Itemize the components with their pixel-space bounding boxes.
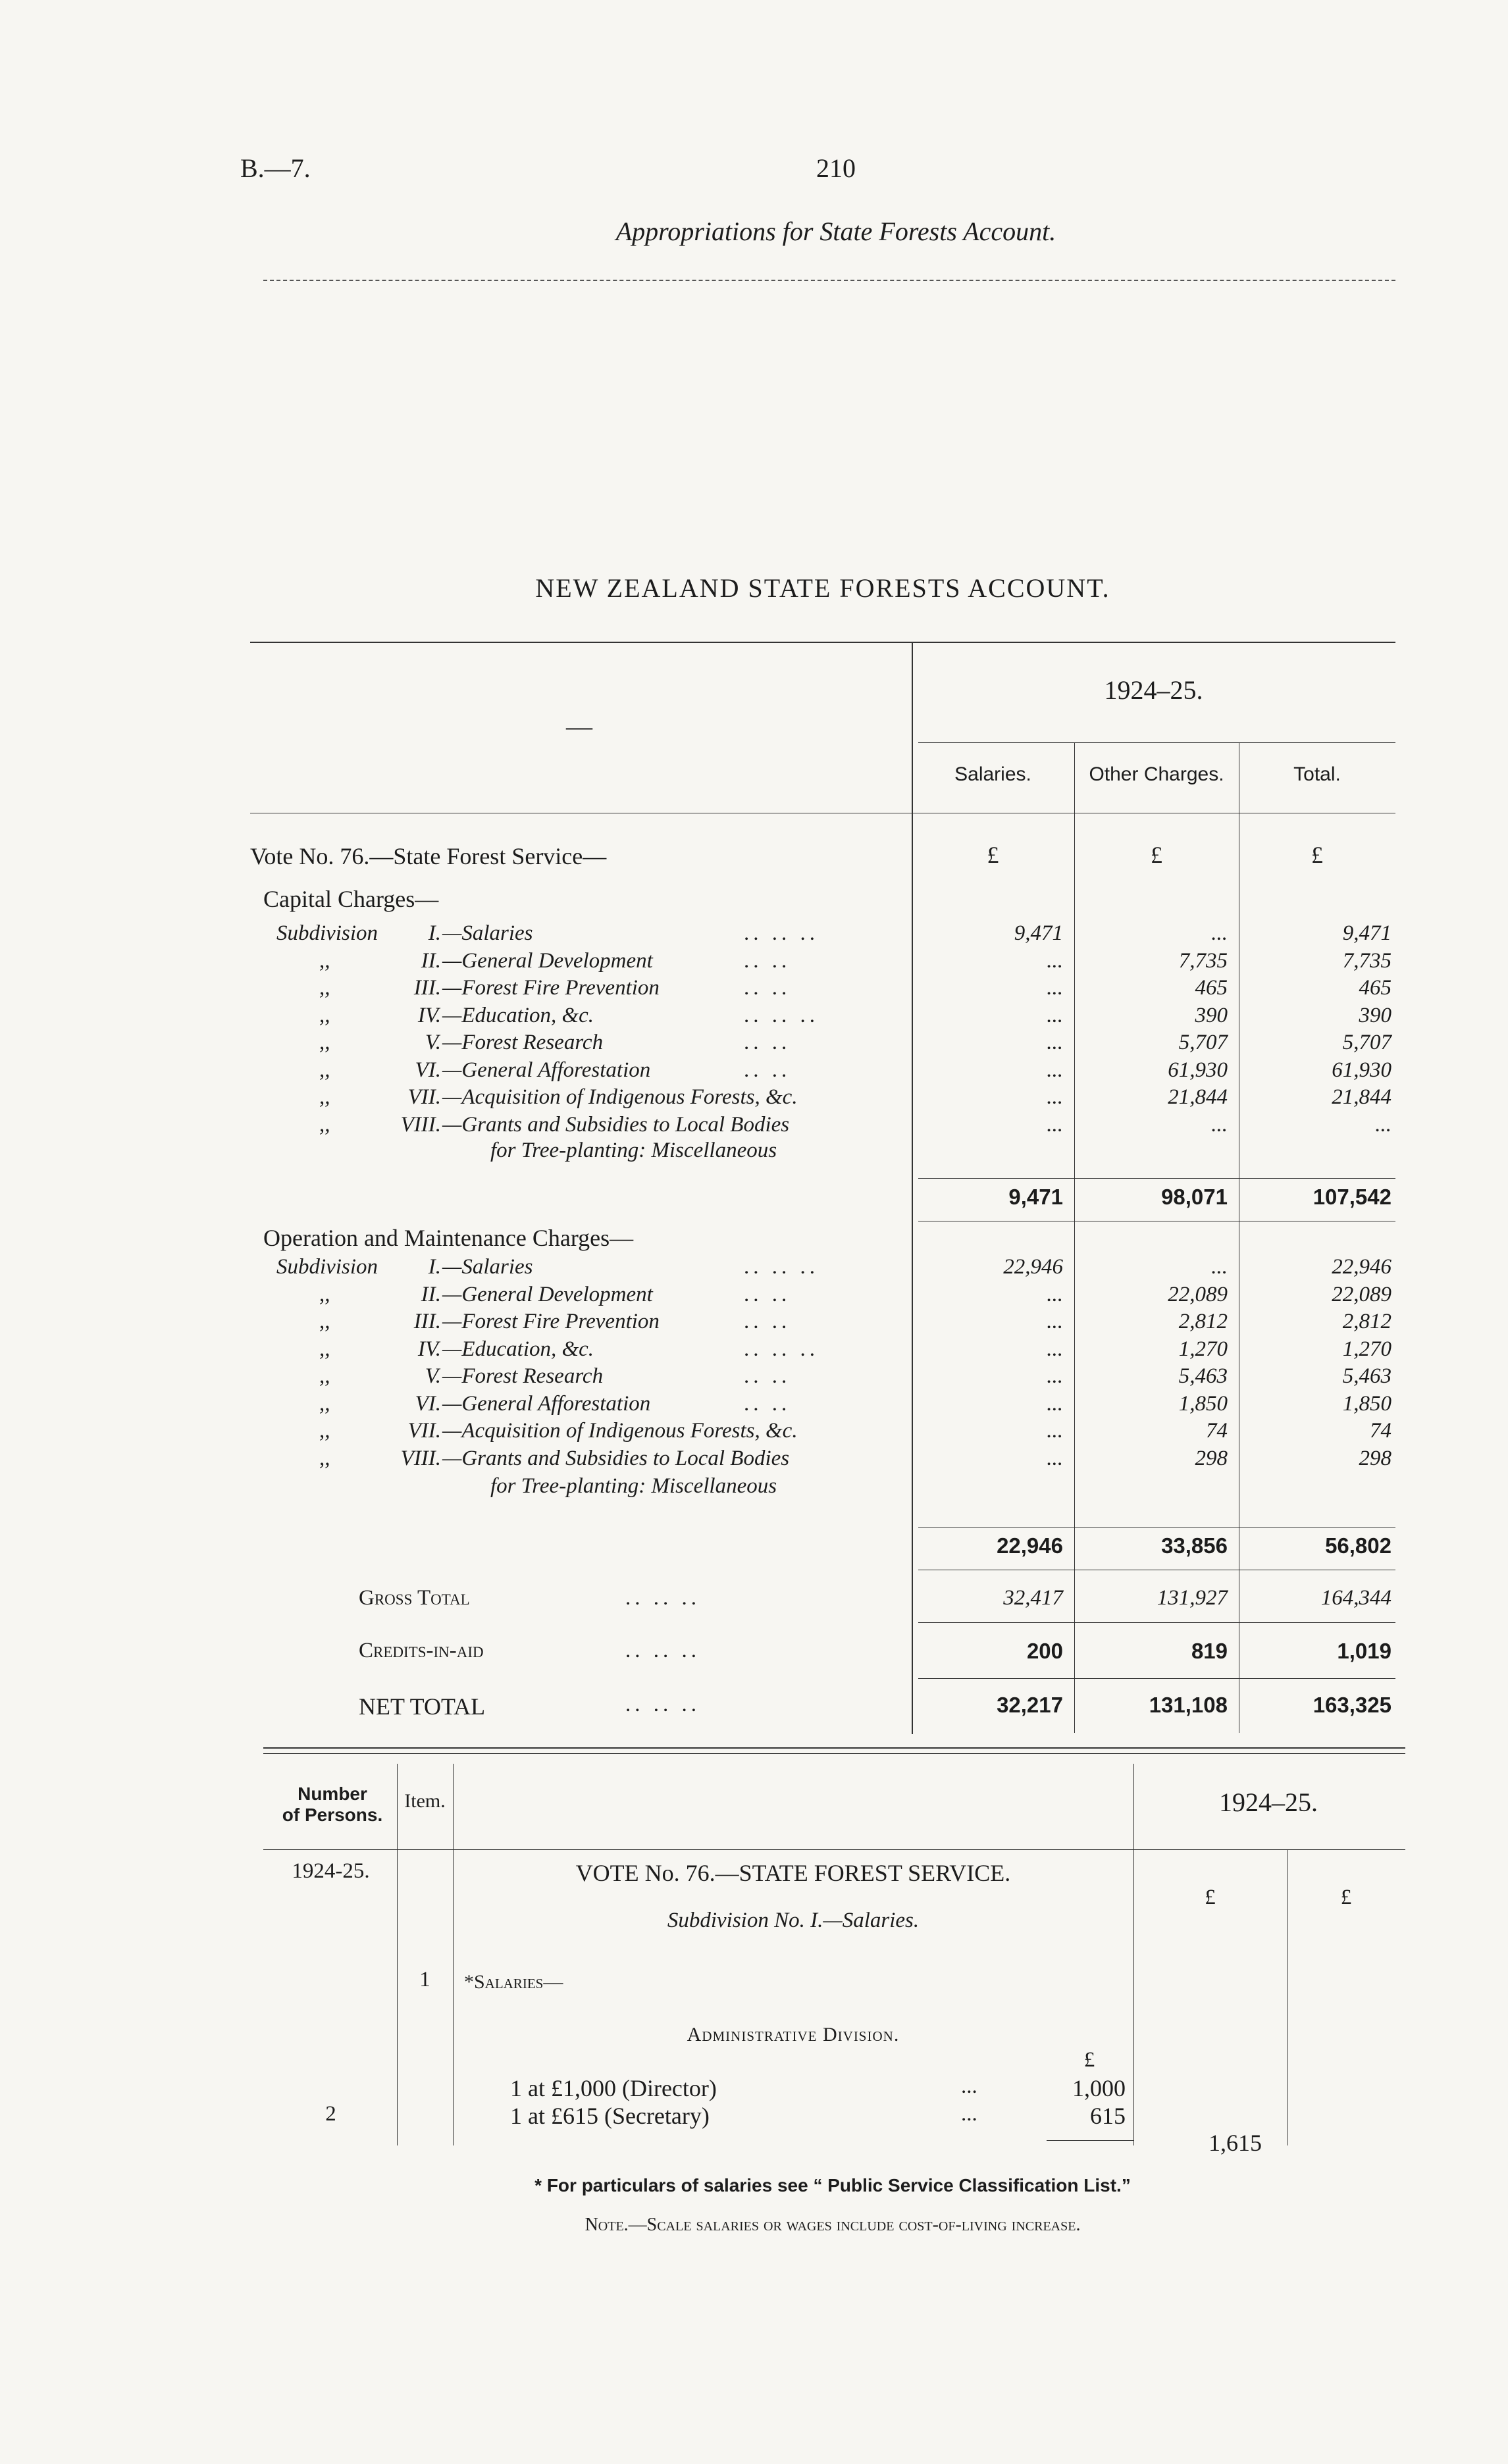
footnote-note: Note.—Scale salaries or wages include cost-of-living increase. [585,2215,1081,2235]
operation-row-number: II. [421,1282,441,1306]
detail-header-persons: Number of Persons. [282,1784,383,1826]
detail-header-rule [263,1849,1405,1850]
capital-subtotal-total: 107,542 [1313,1185,1391,1209]
operation-row-number: V. [425,1364,441,1388]
capital-row-total: 5,707 [1342,1031,1391,1054]
detail-line-1-text: 1 at £1,000 (Director) [510,2075,717,2101]
page-subtitle: Appropriations for State Forests Account. [615,217,1056,246]
detail-line-2-amount: 615 [1090,2103,1126,2129]
detail-line-2-text: 1 at £615 (Secretary) [510,2103,710,2129]
operation-row-other: 298 [1195,1446,1228,1470]
operation-row-number: VI. [415,1391,441,1416]
capital-row-salaries: ... [1047,1085,1063,1109]
operation-row-prefix: ,, [319,1337,330,1361]
detail-header-item: Item. [404,1790,446,1812]
detail-persons-count: 2 [325,2102,336,2126]
column-rule-1 [1074,742,1075,1733]
capital-row-total: 465 [1359,976,1391,1000]
operation-row-salaries: ... [1047,1282,1063,1306]
operation-row-total: 5,463 [1342,1364,1391,1388]
operation-subtotal-total: 56,802 [1325,1533,1391,1558]
operation-row-label: —General Afforestation [442,1391,651,1416]
capital-row-salaries: ... [1047,1058,1063,1082]
operation-row-number: VII. [407,1419,441,1443]
capital-row-salaries: ... [1047,1112,1063,1137]
capital-continuation: for Tree-planting: Miscellaneous [490,1139,777,1162]
capital-row-number: VII. [407,1085,441,1109]
section-double-rule-bottom [263,1753,1405,1754]
capital-heading: Capital Charges— [263,886,439,912]
operation-row-prefix: ,, [319,1391,330,1416]
vote-label: Vote No. 76.—State Forest Service— [250,843,607,869]
operation-row-salaries: ... [1047,1419,1063,1443]
table-top-rule [250,642,1395,643]
operation-row-total: 22,089 [1332,1282,1391,1306]
detail-currency-1: £ [1205,1886,1216,1909]
capital-row-label: —Acquisition of Indigenous Forests, &c. [442,1085,798,1109]
operation-row-label: —Grants and Subsidies to Local Bodies [442,1446,790,1470]
capital-row-number: I. [428,921,441,945]
detail-subtotal: 1,615 [1209,2130,1262,2156]
column-header-other-charges: Other Charges. [1089,763,1224,785]
gross-total-salaries: 32,417 [1003,1586,1063,1610]
operation-row-label: —Salaries [442,1255,533,1279]
capital-row-leader: .. .. [744,976,791,1000]
capital-subtotal-rule [918,1178,1395,1179]
operation-row-total: 22,946 [1332,1255,1391,1279]
operation-row-label: —Education, &c. [442,1337,594,1361]
capital-row-number: IV. [417,1003,441,1027]
operation-row-other: 74 [1206,1419,1228,1443]
capital-row-prefix: ,, [319,976,330,1000]
gross-total-rule [918,1622,1395,1623]
operation-heading: Operation and Maintenance Charges— [263,1225,634,1251]
capital-row-total: 390 [1359,1003,1391,1027]
operation-row-leader: .. .. [744,1282,791,1306]
capital-row-salaries: 9,471 [1014,921,1063,945]
column-header-total: Total. [1293,763,1341,785]
operation-row-label: —Forest Fire Prevention [442,1310,660,1333]
net-total-label: NET TOTAL [359,1693,486,1720]
credits-in-aid-label: Credits-in-aid [359,1639,484,1662]
account-title: NEW ZEALAND STATE FORESTS ACCOUNT. [535,573,1110,603]
document-reference: B.—7. [240,153,311,183]
capital-row-salaries: ... [1047,976,1063,1000]
operation-row-salaries: 22,946 [1003,1255,1063,1279]
net-total-other: 131,108 [1149,1693,1228,1717]
capital-row-leader: .. .. .. [744,921,819,945]
gross-total-leader: .. .. .. [625,1586,700,1610]
capital-row-number: II. [421,948,441,973]
operation-row-total: 2,812 [1342,1310,1391,1333]
credits-in-aid-leader: .. .. .. [625,1639,700,1662]
capital-row-total: 7,735 [1342,948,1391,973]
column-header-salaries: Salaries. [954,763,1031,785]
operation-subtotal-other: 33,856 [1161,1533,1228,1558]
operation-row-label: —General Development [442,1282,653,1306]
operation-row-prefix: Subdivision [276,1255,378,1279]
detail-persons-year: 1924-25. [292,1859,370,1883]
net-total-leader: .. .. .. [625,1693,700,1716]
detail-currency-2: £ [1340,1886,1352,1909]
operation-row-prefix: ,, [319,1282,330,1306]
capital-row-other: 21,844 [1168,1085,1228,1109]
operation-row-leader: .. .. [744,1364,791,1388]
operation-row-leader: .. .. [744,1391,791,1416]
operation-row-leader: .. .. .. [744,1255,819,1279]
detail-header-year: 1924–25. [1219,1787,1318,1817]
capital-row-other: 390 [1195,1003,1228,1027]
capital-row-number: VI. [415,1058,441,1082]
capital-row-other: 465 [1195,976,1228,1000]
detail-division: Administrative Division. [687,2024,900,2045]
currency-salaries: £ [987,842,999,868]
detail-salaries-heading: *Salaries— [464,1971,563,1993]
operation-row-total: 1,270 [1342,1337,1391,1361]
detail-sum-rule [1047,2140,1133,2141]
capital-row-prefix: ,, [319,1003,330,1027]
operation-subtotal-salaries: 22,946 [997,1533,1063,1558]
operation-row-number: IV. [417,1337,441,1361]
operation-row-prefix: ,, [319,1446,330,1470]
operation-row-other: 5,463 [1178,1364,1228,1388]
currency-total: £ [1311,842,1323,868]
operation-row-total: 298 [1359,1446,1391,1470]
net-total-salaries: 32,217 [997,1693,1063,1717]
capital-row-other: ... [1211,921,1228,945]
detail-rule-item [453,1764,454,2145]
operation-row-salaries: ... [1047,1337,1063,1361]
header-divider [263,280,1395,281]
detail-item-number: 1 [419,1968,430,1991]
capital-subtotal-salaries: 9,471 [1008,1185,1063,1209]
capital-row-salaries: ... [1047,1003,1063,1027]
operation-row-salaries: ... [1047,1446,1063,1470]
operation-row-prefix: ,, [319,1310,330,1333]
detail-vote-title: VOTE No. 76.—STATE FOREST SERVICE. [575,1860,1011,1886]
operation-row-label: —Acquisition of Indigenous Forests, &c. [442,1419,798,1443]
footnote-asterisk: * For particulars of salaries see “ Public Service Classification List.” [534,2175,1131,2195]
capital-row-label: —General Afforestation [442,1058,651,1082]
capital-row-leader: .. .. .. [744,1003,819,1027]
operation-row-salaries: ... [1047,1310,1063,1333]
detail-line-currency: £ [1083,2048,1095,2072]
capital-row-other: 5,707 [1178,1031,1228,1054]
capital-row-number: III. [413,976,441,1000]
operation-row-other: 1,850 [1178,1391,1228,1416]
operation-row-prefix: ,, [319,1419,330,1443]
capital-row-label: —Salaries [442,921,533,945]
capital-row-prefix: ,, [319,948,330,973]
gross-total-other: 131,927 [1157,1586,1228,1610]
capital-row-other: ... [1211,1112,1228,1137]
capital-row-total: 9,471 [1342,921,1391,945]
year-underline [918,742,1395,743]
detail-rule-persons [397,1764,398,2145]
operation-row-salaries: ... [1047,1391,1063,1416]
operation-row-number: I. [428,1255,441,1279]
capital-row-prefix: ,, [319,1031,330,1054]
gross-total-label: Gross Total [359,1586,470,1610]
capital-row-label: —Forest Fire Prevention [442,976,660,1000]
net-total-total: 163,325 [1313,1693,1391,1717]
capital-row-leader: .. .. [744,1031,791,1054]
capital-row-label: —Grants and Subsidies to Local Bodies [442,1112,790,1137]
capital-row-label: —Education, &c. [442,1003,594,1027]
capital-row-total: 21,844 [1332,1085,1391,1109]
operation-row-salaries: ... [1047,1364,1063,1388]
capital-row-total: ... [1375,1112,1391,1137]
capital-row-label: —Forest Research [442,1031,604,1054]
capital-row-salaries: ... [1047,948,1063,973]
credits-in-aid-salaries: 200 [1026,1639,1063,1663]
capital-row-total: 61,930 [1332,1058,1391,1082]
detail-line-1-amount: 1,000 [1072,2075,1126,2101]
section-double-rule-top [263,1747,1405,1749]
credits-in-aid-other: 819 [1191,1639,1228,1663]
capital-row-prefix: ,, [319,1085,330,1109]
operation-row-total: 1,850 [1342,1391,1391,1416]
detail-subdivision: Subdivision No. I.—Salaries. [667,1909,920,1932]
capital-row-prefix: Subdivision [276,921,378,945]
capital-row-leader: .. .. [744,1058,791,1082]
capital-row-number: VIII. [400,1112,441,1137]
operation-row-number: III. [413,1310,441,1333]
operation-row-other: 1,270 [1178,1337,1228,1361]
operation-row-prefix: ,, [319,1364,330,1388]
detail-line-2-leader: ... [961,2102,977,2126]
stub-dash: — [566,711,592,741]
summary-year: 1924–25. [1104,675,1203,705]
capital-row-leader: .. .. [744,948,791,973]
operation-row-label: —Forest Research [442,1364,604,1388]
currency-other: £ [1151,842,1162,868]
credits-in-aid-rule [918,1678,1395,1679]
credits-in-aid-total: 1,019 [1337,1639,1391,1663]
capital-row-other: 61,930 [1168,1058,1228,1082]
capital-row-number: V. [425,1031,441,1054]
gross-total-total: 164,344 [1320,1586,1391,1610]
page-number: 210 [816,153,856,183]
operation-continuation: for Tree-planting: Miscellaneous [490,1474,777,1498]
operation-row-leader: .. .. [744,1310,791,1333]
capital-subtotal-other: 98,071 [1161,1185,1228,1209]
operation-row-number: VIII. [400,1446,441,1470]
operation-row-other: 22,089 [1168,1282,1228,1306]
capital-row-prefix: ,, [319,1112,330,1137]
detail-rule-year [1133,1764,1134,2145]
capital-row-prefix: ,, [319,1058,330,1082]
capital-row-other: 7,735 [1178,948,1228,973]
operation-row-total: 74 [1370,1419,1391,1443]
capital-row-salaries: ... [1047,1031,1063,1054]
operation-row-leader: .. .. .. [744,1337,819,1361]
operation-row-other: 2,812 [1178,1310,1228,1333]
operation-row-other: ... [1211,1255,1228,1279]
detail-line-1-leader: ... [961,2074,977,2098]
capital-row-label: —General Development [442,948,653,973]
